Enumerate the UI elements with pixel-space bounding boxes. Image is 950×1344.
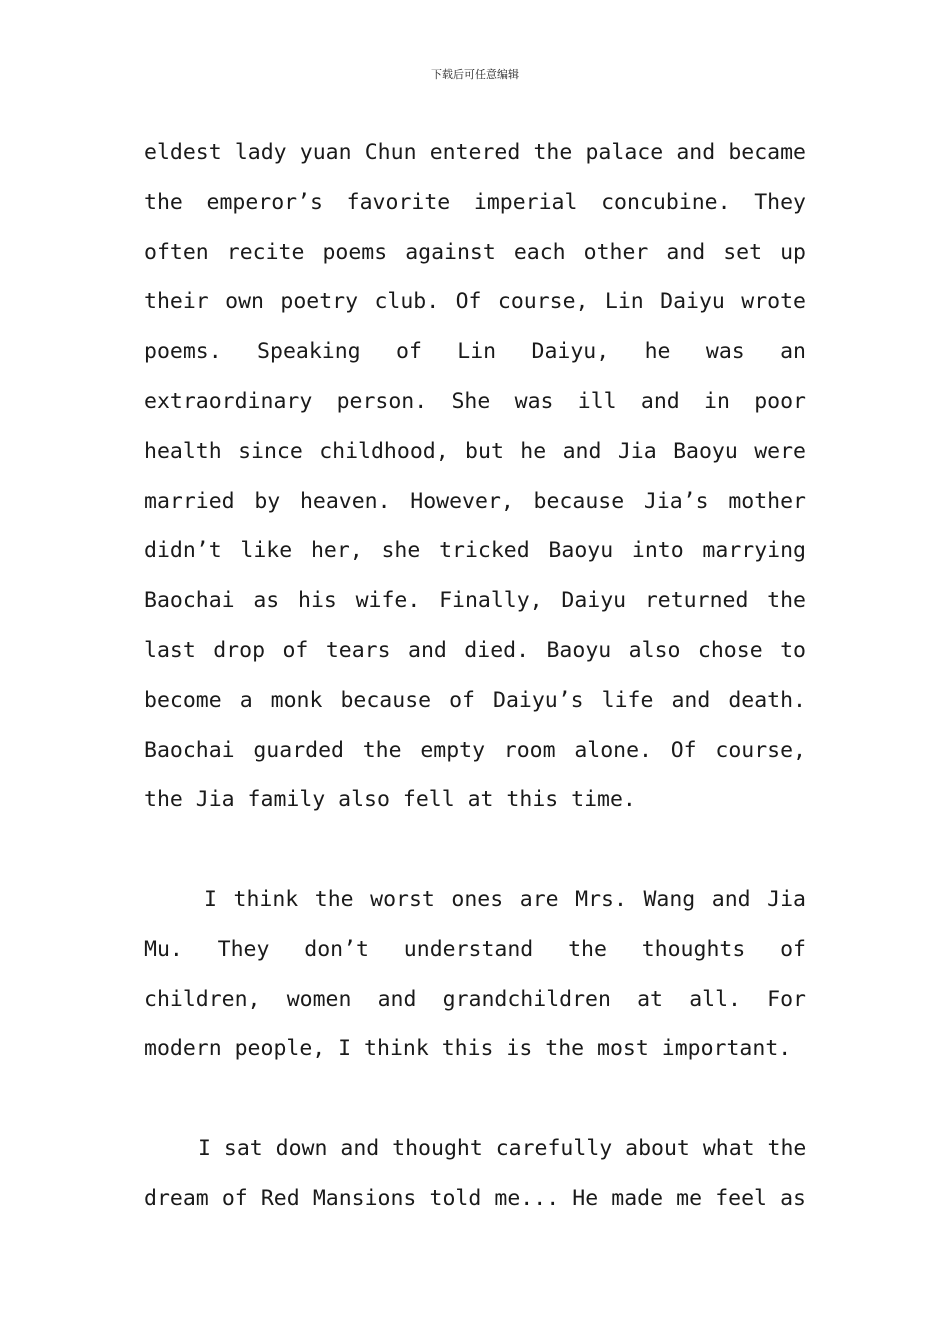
text-line: poems. Speaking of Lin Daiyu, he was an [144, 339, 806, 365]
text-line: health since childhood, but he and Jia Baoyu were [144, 438, 806, 464]
text-line: last drop of tears and died. Baoyu also chose to [144, 637, 806, 663]
text-line: their own poetry club. Of course, Lin Daiyu wrote [144, 289, 806, 315]
text-line: Baochai as his wife. Finally, Daiyu returned the [144, 588, 806, 614]
text-line: I think the worst ones are Mrs. Wang and Jia [204, 886, 806, 912]
paragraph-spacer [144, 825, 806, 875]
paragraph-2 [144, 875, 806, 1074]
text-line: married by heaven. However, because Jia’s mother [144, 488, 806, 514]
text-line: the Jia family also fell at this time. [144, 787, 636, 813]
document-body [144, 128, 806, 1224]
paragraph-3 [144, 1124, 806, 1224]
page-header: 下载后可任意编辑 [431, 68, 519, 81]
text-line: modern people, I think this is the most important. [144, 1036, 792, 1062]
text-line: the emperor’s favorite imperial concubine. They [144, 189, 806, 215]
text-line: children, women and grandchildren at all. For [144, 986, 806, 1012]
text-line: often recite poems against each other and set up [144, 239, 806, 265]
paragraph-1 [144, 128, 806, 825]
text-line: eldest lady yuan Chun entered the palace and became [144, 140, 806, 165]
text-line: dream of Red Mansions told me... He made me feel as [144, 1185, 806, 1211]
text-line: Mu. They don’t understand the thoughts of [144, 936, 806, 962]
text-line: Baochai guarded the empty room alone. Of course, [144, 737, 806, 763]
text-line: didn’t like her, she tricked Baoyu into marrying [144, 538, 806, 564]
text-line: I sat down and thought carefully about what the [198, 1135, 807, 1161]
paragraph-spacer [144, 1074, 806, 1124]
text-line: extraordinary person. She was ill and in poor [144, 388, 806, 414]
text-line: become a monk because of Daiyu’s life and death. [144, 687, 806, 713]
